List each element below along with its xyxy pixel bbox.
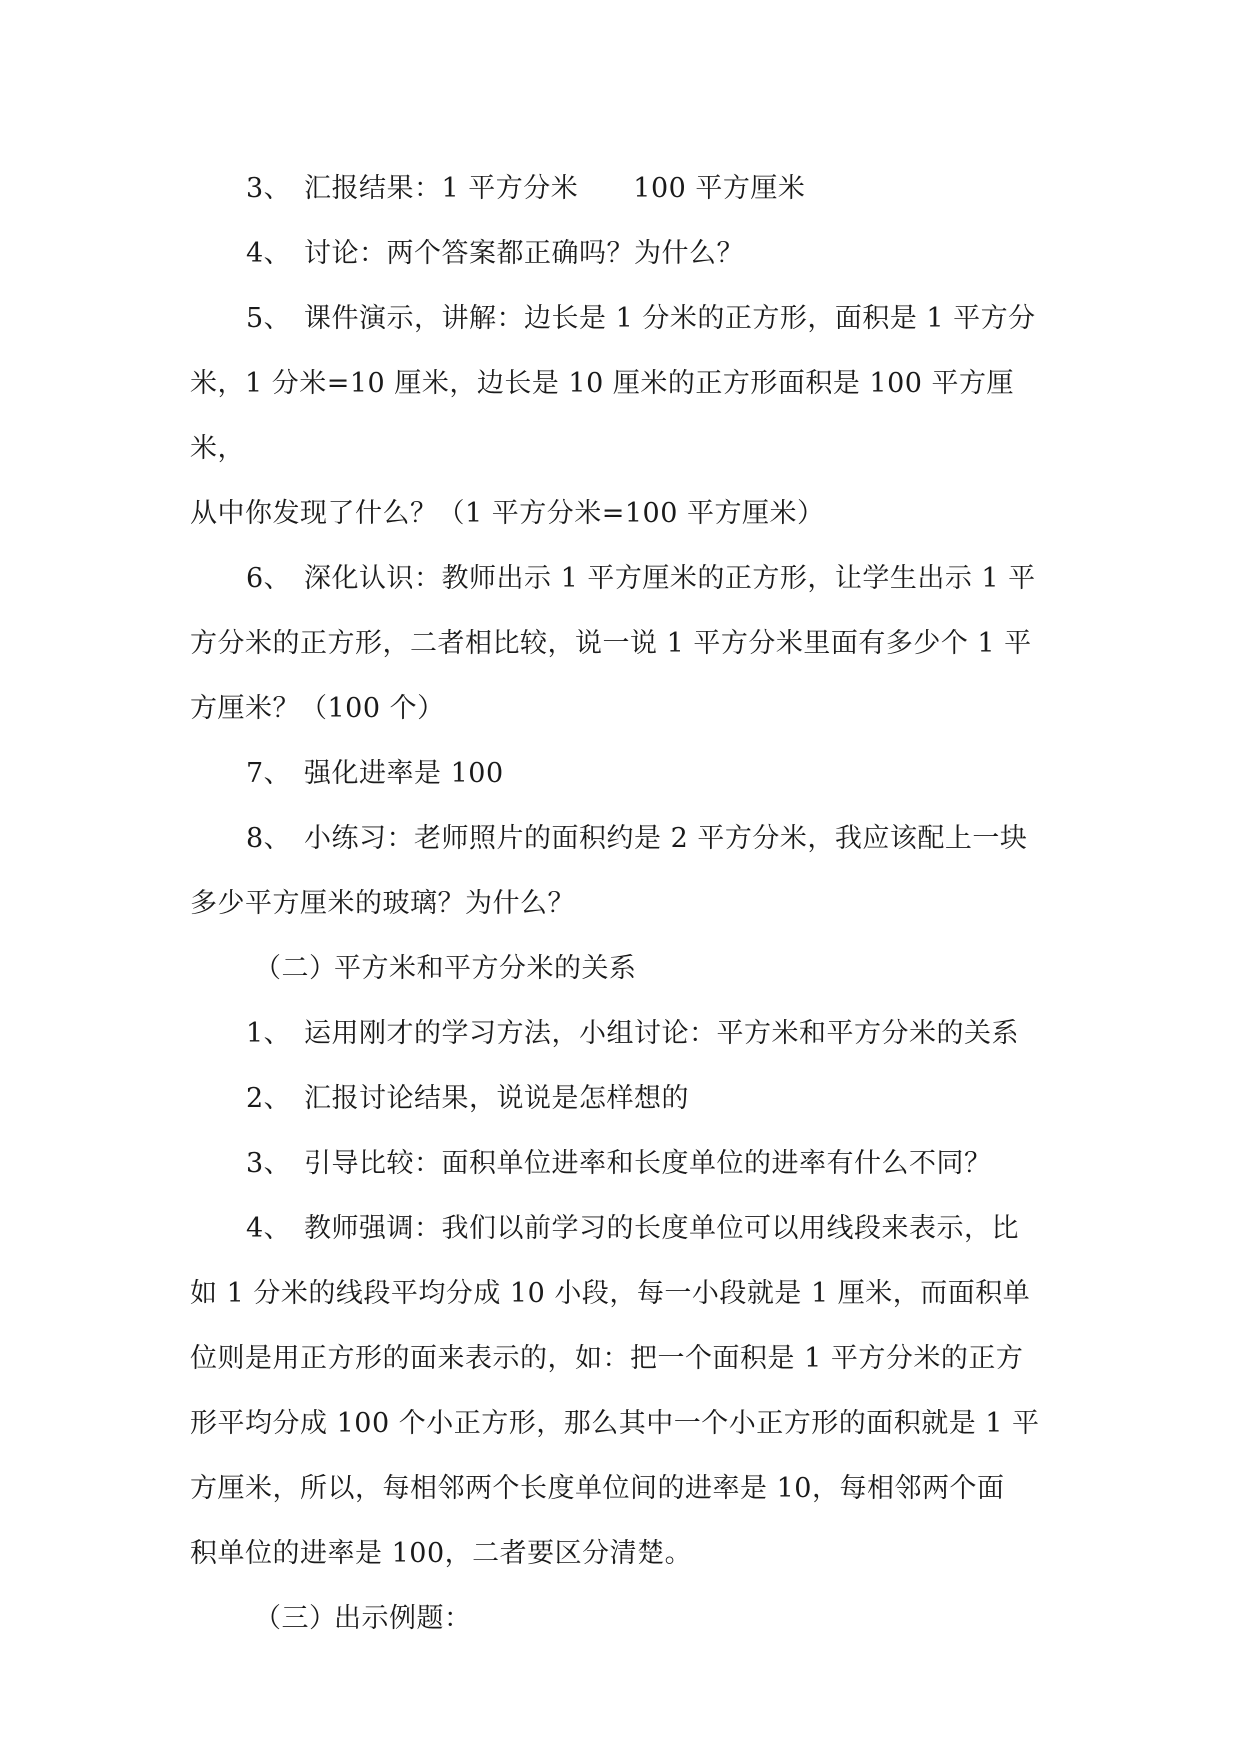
list-item [190,741,1051,806]
line-text: 引导比较：面积单位进率和长度单位的进率有什么不同？ [304,1148,992,1179]
paragraph-line [190,1456,1051,1521]
line-text: 汇报结果：1 平方分米 100 平方厘米 [304,173,806,204]
item-number: 4、 [246,1213,292,1244]
line-text: 方厘米，所以，每相邻两个长度单位间的进率是 10，每相邻两个面 [190,1473,1005,1504]
item-number: 2、 [246,1083,292,1114]
item-number: 3、 [246,173,292,204]
list-item [190,1131,1051,1196]
list-item [190,221,1051,286]
line-text: 出示例题： [334,1603,472,1634]
paragraph-line [190,1326,1051,1391]
item-number: 4、 [246,238,292,269]
item-number: 1、 [246,1018,292,1049]
line-text: 米，1 分米=10 厘米，边长是 10 厘米的正方形面积是 100 平方厘米， [190,368,1015,464]
paragraph-line [190,611,1051,676]
item-number: 6、 [246,563,292,594]
line-text: 教师强调：我们以前学习的长度单位可以用线段来表示，比 [304,1213,1019,1244]
line-text: 课件演示，讲解：边长是 1 分米的正方形，面积是 1 平方分 [304,303,1036,334]
line-text: 如 1 分米的线段平均分成 10 小段，每一小段就是 1 厘米，而面积单 [190,1278,1031,1309]
paragraph-line [190,676,1051,741]
paragraph-line [190,481,1051,546]
line-text: 位则是用正方形的面来表示的，如：把一个面积是 1 平方分米的正方 [190,1343,1024,1374]
line-text: 讨论：两个答案都正确吗？为什么？ [304,238,744,269]
line-text: 多少平方厘米的玻璃？为什么？ [190,888,575,919]
paragraph-line [190,1391,1051,1456]
line-text: 形平均分成 100 个小正方形，那么其中一个小正方形的面积就是 1 平 [190,1408,1040,1439]
item-number: （二） [254,953,337,984]
item-number: 7、 [246,758,292,789]
item-number: 3、 [246,1148,292,1179]
list-item [190,806,1051,871]
list-item [190,156,1051,221]
line-text: 积单位的进率是 100，二者要区分清楚。 [190,1538,693,1569]
list-item [190,1001,1051,1066]
line-text: 运用刚才的学习方法，小组讨论：平方米和平方分米的关系 [304,1018,1019,1049]
section-heading [190,1586,1051,1651]
line-text: 汇报讨论结果，说说是怎样想的 [304,1083,689,1114]
list-item [190,546,1051,611]
list-item [190,286,1051,351]
list-item [190,1196,1051,1261]
item-number: 5、 [246,303,292,334]
paragraph-line [190,871,1051,936]
line-text: 强化进率是 100 [304,758,504,789]
item-number: 8、 [246,823,292,854]
paragraph-line [190,1521,1051,1586]
item-number: （三） [254,1603,337,1634]
line-text: 方分米的正方形，二者相比较，说一说 1 平方分米里面有多少个 1 平 [190,628,1032,659]
line-text: 小练习：老师照片的面积约是 2 平方分米，我应该配上一块 [304,823,1028,854]
paragraph-line [190,1261,1051,1326]
line-text: 从中你发现了什么？（1 平方分米=100 平方厘米） [190,498,825,529]
line-text: 深化认识：教师出示 1 平方厘米的正方形，让学生出示 1 平 [304,563,1036,594]
section-heading [190,936,1051,1001]
line-text: 方厘米？（100 个） [190,693,445,724]
list-item [190,1066,1051,1131]
line-text: 平方米和平方分米的关系 [334,953,637,984]
paragraph-line [190,351,1051,481]
